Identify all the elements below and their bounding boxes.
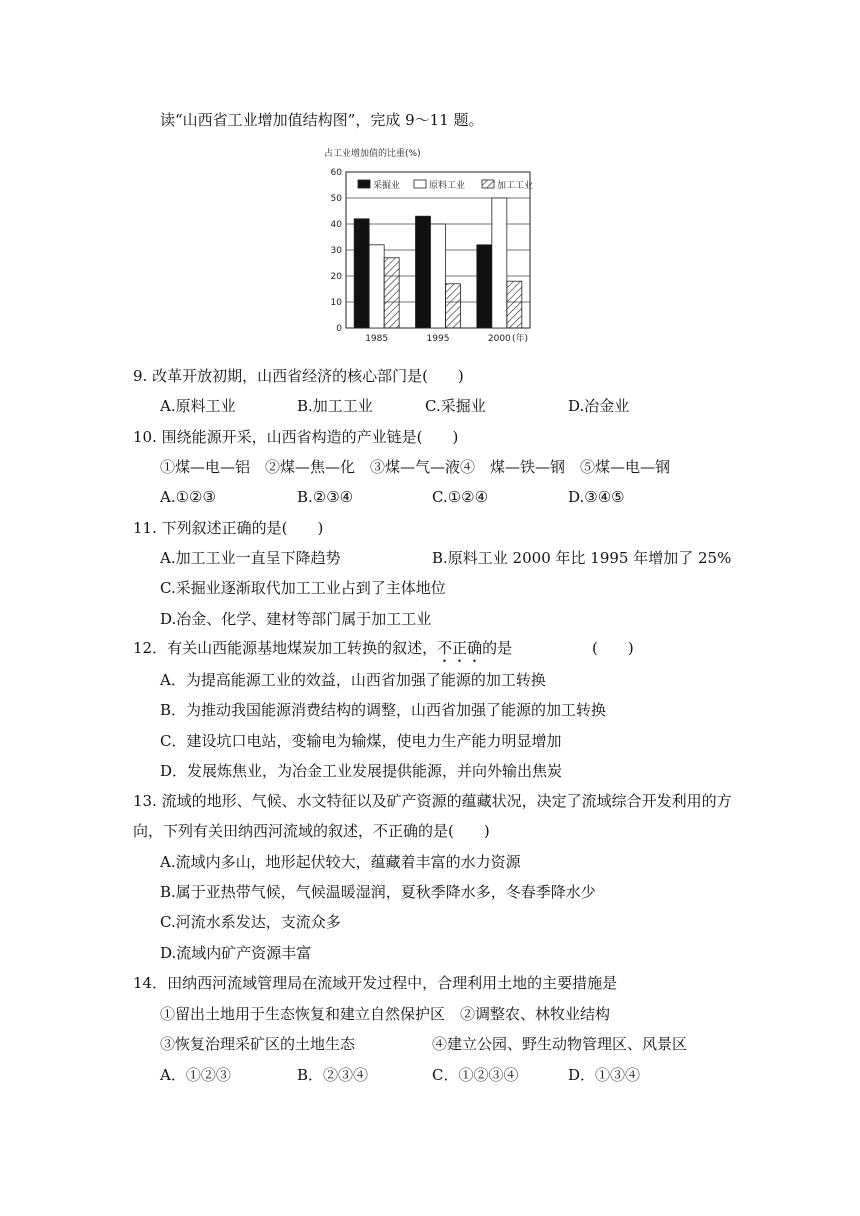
q14-option-d[interactable]: D．①③④ <box>568 1066 641 1084</box>
y-tick-label: 20 <box>330 272 342 282</box>
legend-label: 原料工业 <box>429 181 466 191</box>
q14-stem: 14．田纳西河流域管理局在流域开发过程中，合理利用土地的主要措施是 <box>133 974 618 992</box>
q13-option-a[interactable]: A.流域内多山，地形起伏较大，蕴藏着丰富的水力资源 <box>160 853 521 871</box>
legend-swatch <box>482 180 494 188</box>
legend-swatch <box>358 180 370 188</box>
q11-option-c[interactable]: C.采掘业逐渐取代加工工业占到了主体地位 <box>160 579 446 597</box>
chart-svg <box>322 140 542 350</box>
q9-option-d[interactable]: D.冶金业 <box>568 397 630 415</box>
q11-option-b[interactable]: B.原料工业 2000 年比 1995 年增加了 25% <box>432 549 732 567</box>
q10-option-b[interactable]: B.②③④ <box>297 488 354 506</box>
q14-item-3: ③恢复治理采矿区的土地生态 <box>160 1035 356 1053</box>
y-tick-label: 0 <box>336 324 342 334</box>
q12-option-a[interactable]: A．为提高能源工业的效益，山西省加强了能源的加工转换 <box>160 671 546 689</box>
q9-option-b[interactable]: B.加工工业 <box>297 397 373 415</box>
q11-option-d[interactable]: D.冶金、化学、建材等部门属于加工工业 <box>160 610 432 628</box>
legend-swatch <box>414 180 426 188</box>
q10-items: ①煤—电—铝 ②煤—焦—化 ③煤—气—液④ 煤—铁—钢 ⑤煤—电—钢 <box>160 458 671 476</box>
q14-option-a[interactable]: A．①②③ <box>160 1066 231 1084</box>
q10-option-c[interactable]: C.①②④ <box>432 488 489 506</box>
q9-option-a[interactable]: A.原料工业 <box>160 397 236 415</box>
bar <box>416 216 431 328</box>
q13-option-c[interactable]: C.河流水系发达，支流众多 <box>160 913 341 931</box>
x-tick-label: 1985 <box>365 334 389 344</box>
x-unit-label: (年) <box>511 334 528 344</box>
q10-option-a[interactable]: A.①②③ <box>160 488 216 506</box>
q9-stem: 9. 改革开放初期，山西省经济的核心部门是( ) <box>133 367 464 385</box>
q13-stem-line2: 向，下列有关田纳西河流域的叙述，不正确的是( ) <box>133 822 490 840</box>
q12-option-c[interactable]: C．建设坑口电站，变输电为输煤，使电力生产能力明显增加 <box>160 732 562 750</box>
y-tick-label: 60 <box>330 168 342 178</box>
bar <box>446 284 461 328</box>
bar <box>369 245 384 328</box>
q11-stem: 11. 下列叙述正确的是( ) <box>133 519 324 537</box>
legend-label: 加工工业 <box>497 181 534 191</box>
q13-option-b[interactable]: B.属于亚热带气候，气候温暖湿润，夏秋季降水多，冬春季降水少 <box>160 883 596 901</box>
q12-option-d[interactable]: D．发展炼焦业，为冶金工业发展提供能源，并向外输出焦炭 <box>160 762 563 780</box>
x-tick-label: 2000 <box>487 334 511 344</box>
q13-option-d[interactable]: D.流域内矿产资源丰富 <box>160 944 312 962</box>
bar <box>477 245 492 328</box>
legend-label: 采掘业 <box>373 181 401 191</box>
q12-stem <box>133 638 512 666</box>
bar <box>384 258 399 328</box>
bar <box>492 198 507 328</box>
q12-stem-post: 的是 <box>482 639 513 657</box>
y-tick-label: 50 <box>330 194 342 204</box>
y-tick-label: 10 <box>330 298 342 308</box>
q14-option-b[interactable]: B．②③④ <box>297 1066 369 1084</box>
q14-item-4: ④建立公园、野生动物管理区、风景区 <box>432 1035 688 1053</box>
intro-text: 读“山西省工业增加值结构图”，完成 9～11 题。 <box>160 111 484 129</box>
q14-option-c[interactable]: C．①②③④ <box>432 1066 519 1084</box>
q10-option-d[interactable]: D.③④⑤ <box>568 488 625 506</box>
bar <box>431 224 446 328</box>
q14-items-1: ①留出土地用于生态恢复和建立自然保护区 ②调整农、林牧业结构 <box>160 1005 611 1023</box>
chart-title: 占工业增加值的比重(%) <box>324 149 421 159</box>
q12-stem-pre: 12．有关山西能源基地煤炭加工转换的叙述， <box>133 639 438 657</box>
bar-chart <box>322 140 542 350</box>
q12-answer-paren: ( ) <box>592 639 634 657</box>
x-tick-label: 1995 <box>426 334 450 344</box>
q12-option-b[interactable]: B．为推动我国能源消费结构的调整，山西省加强了能源的加工转换 <box>160 701 607 719</box>
bar <box>354 219 369 328</box>
y-tick-label: 30 <box>330 246 342 256</box>
y-tick-label: 40 <box>330 220 342 230</box>
q13-stem-line1: 13. 流域的地形、气候、水文特征以及矿产资源的蕴藏状况，决定了流域综合开发利用的方 <box>133 792 732 810</box>
q9-option-c[interactable]: C.采掘业 <box>425 397 486 415</box>
bar <box>507 281 522 328</box>
q10-stem: 10. 围绕能源开采，山西省构造的产业链是( ) <box>133 428 459 446</box>
q11-option-a[interactable]: A.加工工业一直呈下降趋势 <box>160 549 341 567</box>
q12-stem-emphasis: 不正确 <box>437 639 483 657</box>
